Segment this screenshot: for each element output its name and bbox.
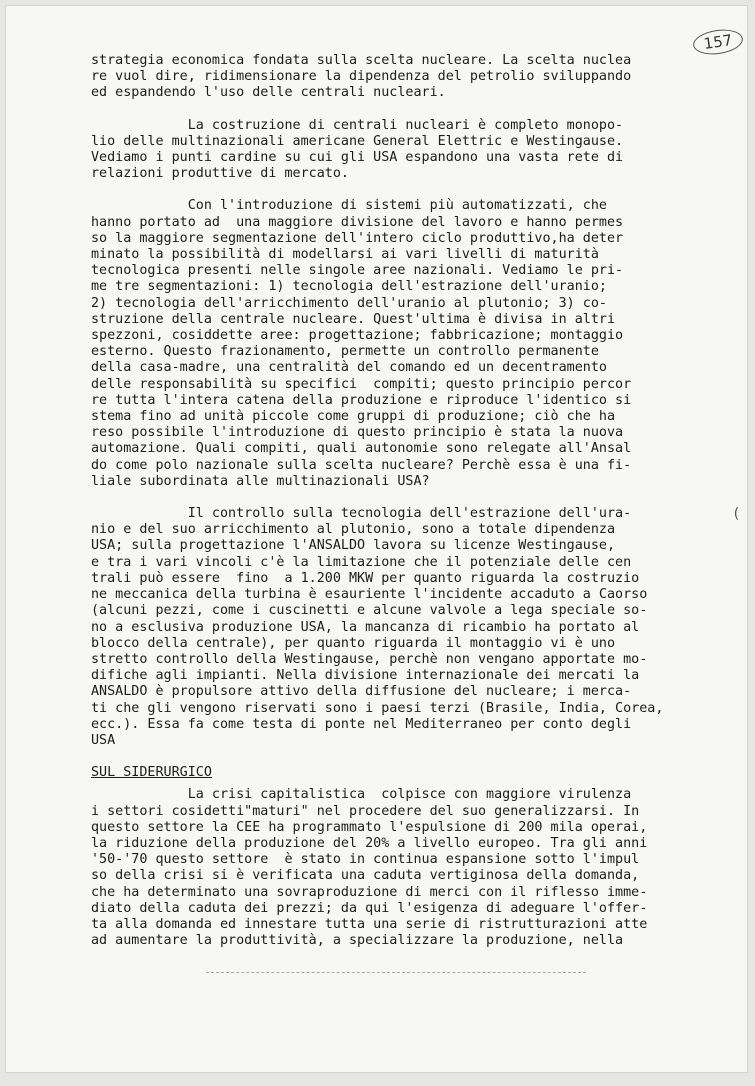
- text-line: che ha determinato una sovraproduzione di merci con il riflesso imme-: [91, 884, 648, 900]
- document-body: [91, 53, 731, 965]
- text-line: hanno portato ad una maggiore divisione del lavoro e hanno permes: [91, 214, 624, 230]
- text-line: ecc.). Essa fa come testa di ponte nel Mediterraneo per conto degli: [91, 716, 632, 732]
- text-line: no a esclusiva produzione USA, la mancanza di ricambio ha portato al: [91, 619, 640, 635]
- text-line: blocco della centrale), per quanto riguarda il montaggio vi è uno: [91, 635, 616, 651]
- text-line: 2) tecnologia dell'arricchimento dell'uranio al plutonio; 3) co-: [91, 295, 607, 311]
- bottom-dashed-marks: [206, 972, 586, 973]
- text-line: re vuol dire, ridimensionare la dipendenza del petrolio sviluppando: [91, 69, 632, 85]
- paragraph: [91, 198, 731, 490]
- section-heading: SUL SIDERURGICO: [91, 765, 212, 781]
- paragraph: [91, 506, 731, 749]
- text-line: reso possibile l'introduzione di questo principio è stata la nuova: [91, 425, 624, 441]
- text-line: della casa-madre, una centralità del comando ed un decentramento: [91, 360, 607, 376]
- text-line: diato della caduta dei prezzi; da qui l'esigenza di adeguare l'offer-: [91, 900, 648, 916]
- text-line: stretto controllo della Westingause, perchè non vengano apportate mo-: [91, 651, 648, 667]
- text-line: re tutta l'intera catena della produzione e riproduce l'identico si: [91, 392, 632, 408]
- text-line: (alcuni pezzi, come i cuscinetti e alcune valvole a lega speciale so-: [91, 603, 648, 619]
- text-line: La crisi capitalistica colpisce con maggiore virulenza: [91, 787, 632, 803]
- text-line: so della crisi si è verificata una caduta vertiginosa della domanda,: [91, 868, 640, 884]
- text-line: esterno. Questo frazionamento, permette un controllo permanente: [91, 344, 599, 360]
- text-line: Con l'introduzione di sistemi più automatizzati, che: [91, 198, 607, 214]
- text-line: minato la possibilità di modellarsi ai vari livelli di maturità: [91, 247, 599, 263]
- text-line: ad aumentare la produttività, a specializzare la produzione, nella: [91, 933, 624, 949]
- text-line: La costruzione di centrali nucleari è completo monopo-: [91, 117, 624, 133]
- text-line: difiche agli impianti. Nella divisione internazionale dei mercati la: [91, 668, 640, 684]
- text-line: struzione della centrale nucleare. Quest'ultima è divisa in altri: [91, 311, 616, 327]
- text-line: relazioni produttive di mercato.: [91, 166, 349, 182]
- text-line: ed espandendo l'uso delle centrali nucleari.: [91, 85, 446, 101]
- text-line: strategia economica fondata sulla scelta nucleare. La scelta nuclea: [91, 53, 632, 68]
- text-line: tecnologica presenti nelle singole aree nazionali. Vediamo le pri-: [91, 263, 624, 279]
- text-line: Il controllo sulla tecnologia dell'estrazione dell'ura-: [91, 506, 632, 522]
- paragraph: [91, 53, 731, 102]
- text-line: ta alla domanda ed innestare tutta una serie di ristrutturazioni atte: [91, 916, 648, 932]
- text-line: nio e del suo arricchimento al plutonio, sono a totale dipendenza: [91, 522, 616, 538]
- text-line: ANSALDO è propulsore attivo della diffusione del nucleare; i merca-: [91, 684, 632, 700]
- text-line: liale subordinata alle multinazionali USA?: [91, 473, 430, 489]
- section-paragraph: [91, 787, 731, 949]
- text-line: so la maggiore segmentazione dell'intero ciclo produttivo,ha deter: [91, 230, 624, 246]
- text-line: ti che gli vengono riservati sono i paesi terzi (Brasile, India, Corea,: [91, 700, 664, 716]
- text-line: stema fino ad unità piccole come gruppi di produzione; ciò che ha: [91, 409, 616, 425]
- text-line: do come polo nazionale sulla scelta nucleare? Perchè essa è una fi-: [91, 457, 632, 473]
- text-line: USA: [91, 732, 116, 748]
- paragraph: [91, 118, 731, 183]
- text-line: Vediamo i punti cardine su cui gli USA espandono una vasta rete di: [91, 150, 624, 166]
- text-line: USA; sulla progettazione l'ANSALDO lavora su licenze Westingause,: [91, 538, 616, 554]
- text-line: e tra i vari vincoli c'è la limitazione che il potenziale delle cen: [91, 554, 632, 570]
- document-page: [6, 6, 747, 1072]
- margin-mark: (: [732, 506, 741, 522]
- text-line: trali può essere fino a 1.200 MKW per quanto riguarda la costruzio: [91, 570, 640, 586]
- text-line: ne meccanica della turbina è esauriente l'incidente accaduto a Caorso: [91, 587, 648, 603]
- page-number: 157: [692, 27, 745, 58]
- text-line: spezzoni, cosiddette aree: progettazione; fabbricazione; montaggio: [91, 328, 624, 344]
- text-line: me tre segmentazioni: 1) tecnologia dell'estrazione dell'uranio;: [91, 279, 607, 295]
- text-line: questo settore la CEE ha programmato l'espulsione di 200 mila operai,: [91, 819, 648, 835]
- text-line: i settori cosidetti"maturi" nel procedere del suo generalizzarsi. In: [91, 803, 640, 819]
- text-line: la riduzione della produzione del 20% a livello europeo. Tra gli anni: [91, 835, 648, 851]
- text-line: automazione. Quali compiti, quali autonomie sono relegate all'Ansal: [91, 441, 632, 457]
- text-line: '50-'70 questo settore è stato in continua espansione sotto l'impul: [91, 852, 640, 868]
- text-line: delle responsabilità su specifici compiti; questo principio percor: [91, 376, 632, 392]
- text-line: lio delle multinazionali americane General Elettric e Westingause.: [91, 133, 624, 149]
